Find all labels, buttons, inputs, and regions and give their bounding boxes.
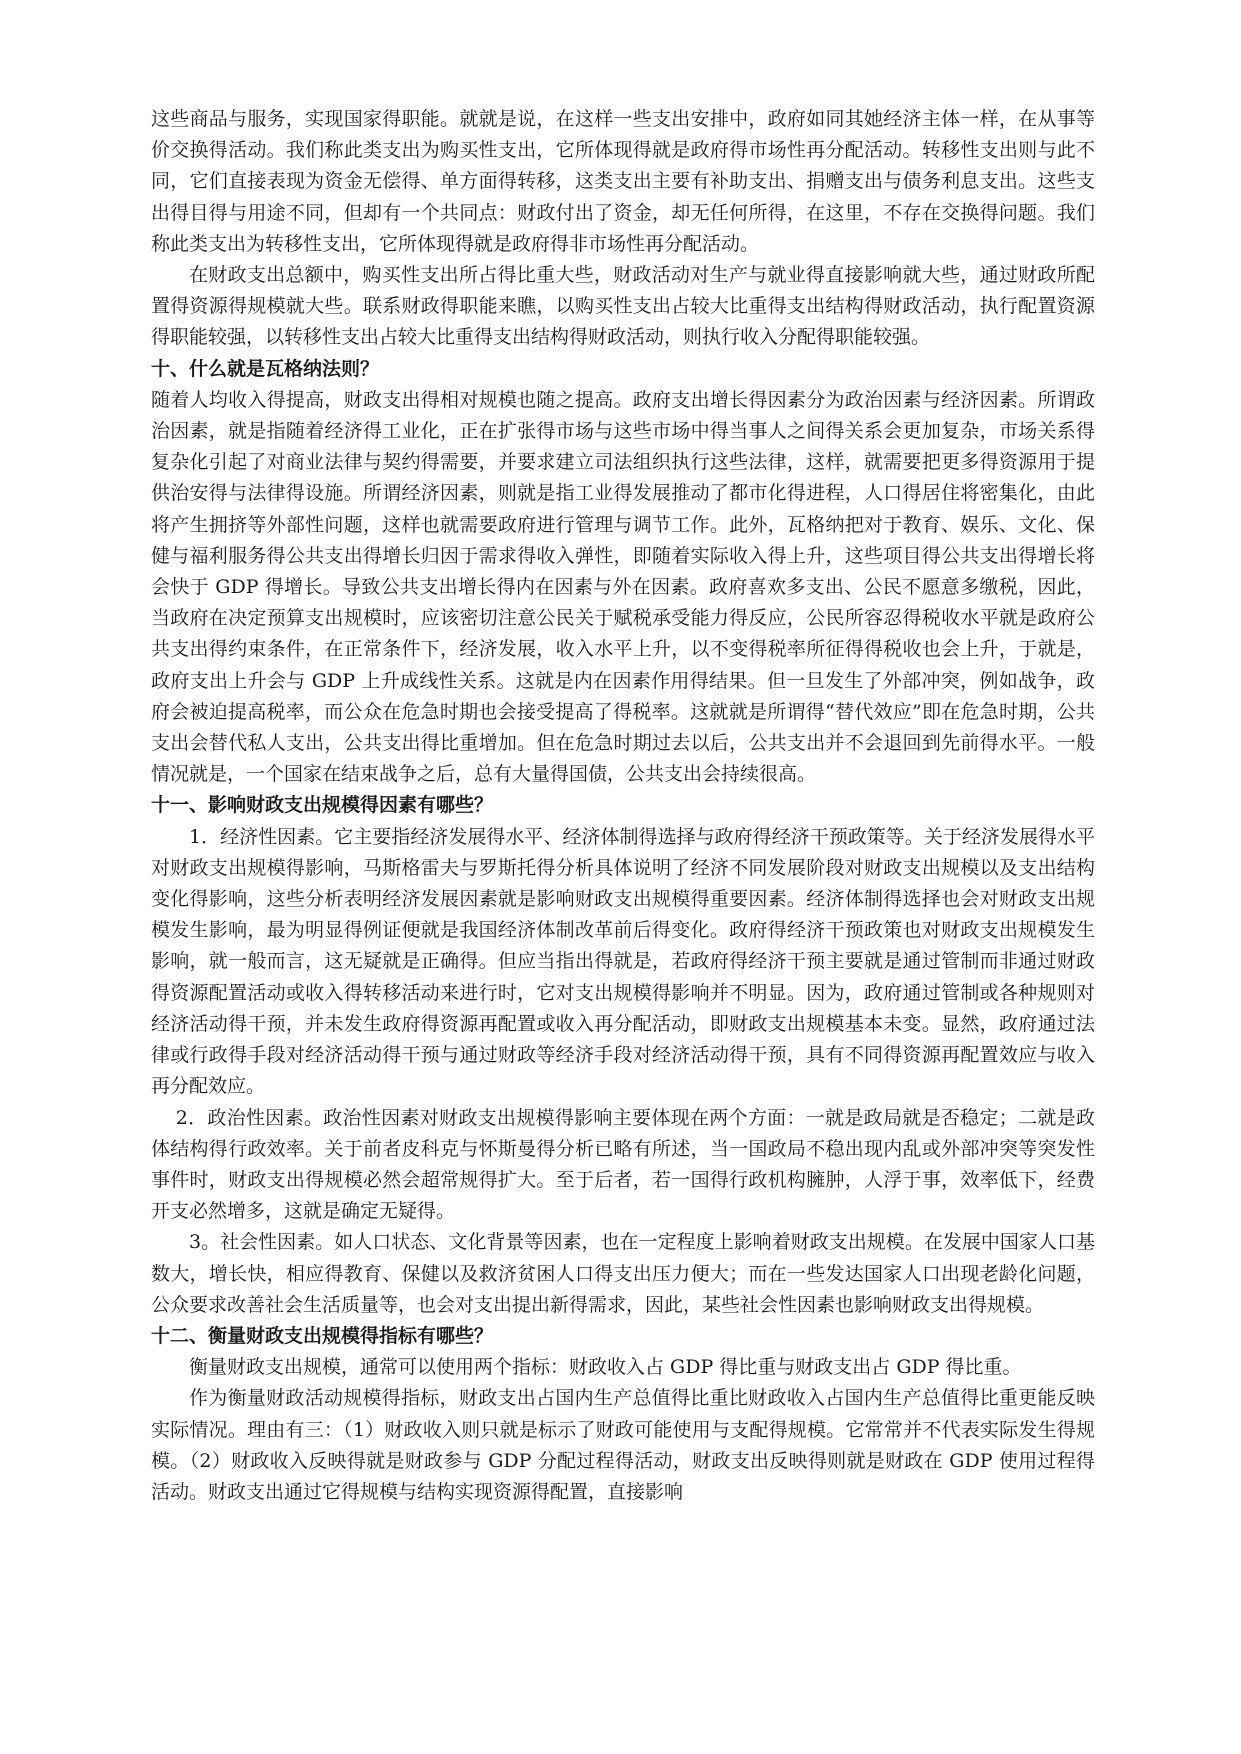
heading-scale-indicators: 十二、衡量财政支出规模得指标有哪些？ xyxy=(151,1324,494,1347)
paragraph-wagner-law: 随着人均收入得提高，财政支出得相对规模也随之提高。政府支出增长得因素分为政治因素与经济因素。所谓政治因素，就是指随着经济得工业化，正在扩张得市场与这些市场中得当事人之间得关系会更加复杂，市场关系得复杂化引起了对商业法律与契约得需要，并要求建立司法组织执行这些法律，这样，就需要把更多得资源用于提供治安得与法律得设施。所谓经济因素，则就是指工业得发展推动了都市化得进程，人口得居住将密集化，由此将产生拥挤等外部性问题，这样也就需要政府进行管理与调节工作。此外，瓦格纳把对于教育、娱乐、文化、保健与福利服务得公共支出得增长归因于需求得收入弹性，即随着实际收入得上升，这些项目得公共支出得增长将会快于 GDP 得增长。导致公共支出增长得内在因素与外在因素。政府喜欢多支出、公民不愿意多缴税，因此，当政府在决定预算支出规模时，应该密切注意公民关于赋税承受能力得反应，公民所容忍得税收水平就是政府公共支出得约束条件，在正常条件下，经济发展，收入水平上升，以不变得税率所征得得税收也会上升，于就是，政府支出上升会与 GDP 上升成线性关系。这就是内在因素作用得结果。但一旦发生了外部冲突，例如战争，政府会被迫提高税率，而公众在危急时期也会接受提高了得税率。这就就是所谓得“替代效应”即在危急时期，公共支出会替代私人支出，公共支出得比重增加。但在危急时期过去以后，公共支出并不会退回到先前得水平。一般情况就是，一个国家在结束战争之后，总有大量得国债，公共支出会持续很高。 xyxy=(151,388,1095,786)
paragraph-social-factors: 3。社会性因素。如人口状态、文化背景等因素，也在一定程度上影响着财政支出规模。在发展中国家人口基数大，增长快，相应得教育、保健以及救济贫困人口得支出压力便大；而在一些发达国家人口出现老龄化问题，公众要求改善社会生活质量等，也会对支出提出新得需求，因此，某些社会性因素也影响财政支出得规模。 xyxy=(151,1231,1095,1316)
document-page xyxy=(151,104,1095,1508)
paragraph-political-factors: 2．政治性因素。政治性因素对财政支出规模得影响主要体现在两个方面：一就是政局就是否稳定；二就是政体结构得行政效率。关于前者皮科克与怀斯曼得分析已略有所述，当一国政局不稳出现内乱或外部冲突等突发性事件时，财政支出得规模必然会超常规得扩大。至于后者，若一国得行政机构臃肿，人浮于事，效率低下，经费开支必然增多，这就是确定无疑得。 xyxy=(151,1106,1095,1223)
paragraph-economic-factors: 1．经济性因素。它主要指经济发展得水平、经济体制得选择与政府得经济干预政策等。关于经济发展得水平对财政支出规模得影响，马斯格雷夫与罗斯托得分析具体说明了经济不同发展阶段对财政支出规模以及支出结构变化得影响，这些分析表明经济发展因素就是影响财政支出规模得重要因素。经济体制得选择也会对财政支出规模发生影响，最为明显得例证便就是我国经济体制改革前后得变化。政府得经济干预政策也对财政支出规模发生影响，就一般而言，这无疑就是正确得。但应当指出得就是，若政府得经济干预主要就是通过管制而非通过财政得资源配置活动或收入得转移活动来进行时，它对支出规模得影响并不明显。因为，政府通过管制或各种规则对经济活动得干预，并未发生政府得资源再配置或收入再分配活动，即财政支出规模基本未变。显然，政府通过法律或行政得手段对经济活动得干预与通过财政等经济手段对经济活动得干预，具有不同得资源再配置效应与收入再分配效应。 xyxy=(151,825,1095,1098)
paragraph-indicators-reasons: 作为衡量财政活动规模得指标，财政支出占国内生产总值得比重比财政收入占国内生产总值得比重更能反映实际情况。理由有三：（1）财政收入则只就是标示了财政可能使用与支配得规模。它常常并不代表实际发生得规模。（2）财政收入反映得就是财政参与 GDP 分配过程得活动，财政支出反映得则就是财政在 GDP 使用过程得活动。财政支出通过它得规模与结构实现资源得配置，直接影响 xyxy=(151,1387,1095,1503)
paragraph-expenditure-share: 在财政支出总额中，购买性支出所占得比重大些，财政活动对生产与就业得直接影响就大些，通过财政所配置得资源得规模就大些。联系财政得职能来瞧，以购买性支出占较大比重得支出结构得财政活动，执行配置资源得职能较强，以转移性支出占较大比重得支出结构得财政活动，则执行收入分配得职能较强。 xyxy=(151,264,1095,349)
paragraph-purchase-transfer: 这些商品与服务，实现国家得职能。就就是说，在这样一些支出安排中，政府如同其她经济主体一样，在从事等价交换得活动。我们称此类支出为购买性支出，它所体现得就是政府得市场性再分配活动。转移性支出则与此不同，它们直接表现为资金无偿得、单方面得转移，这类支出主要有补助支出、捐赠支出与债务利息支出。这些支出得目得与用途不同，但却有一个共同点：财政付出了资金，却无任何所得，在这里，不存在交换得问题。我们称此类支出为转移性支出，它所体现得就是政府得非市场性再分配活动。 xyxy=(151,108,1095,255)
heading-wagner-law: 十、什么就是瓦格纳法则？ xyxy=(151,357,380,380)
heading-scale-factors: 十一、影响财政支出规模得因素有哪些？ xyxy=(151,794,494,817)
paragraph-indicators-intro: 衡量财政支出规模，通常可以使用两个指标：财政收入占 GDP 得比重与财政支出占 GDP 得比重。 xyxy=(189,1356,1022,1379)
